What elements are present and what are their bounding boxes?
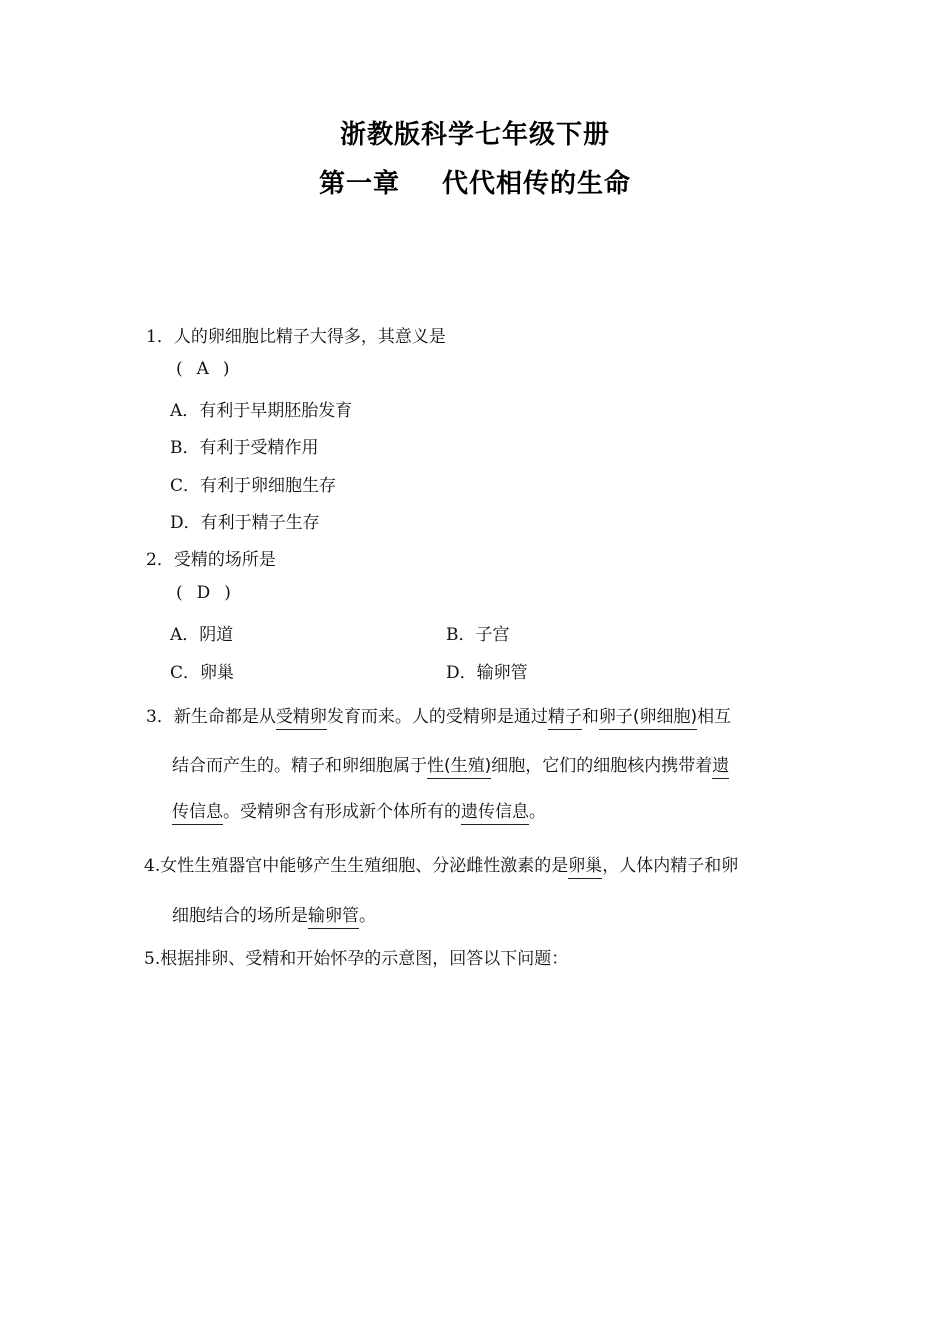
fill-answer: 精子 <box>548 707 582 730</box>
question-4-line-1 <box>144 851 738 876</box>
fill-answer: 遗传信息 <box>461 802 529 825</box>
question-3-line-2 <box>172 751 729 776</box>
question-1-option-b: B．有利于受精作用 <box>170 438 319 458</box>
fill-answer: 卵子(卵细胞) <box>599 707 697 730</box>
question-3-text: 。 <box>529 802 546 822</box>
question-1-option-d: D．有利于精子生存 <box>170 513 320 533</box>
question-4-text: 细胞结合的场所是 <box>172 906 308 926</box>
question-3-text: 细胞，它们的细胞核内携带着 <box>491 756 713 776</box>
question-3-text: 3．新生命都是从 <box>146 707 276 727</box>
question-2-option-c: C．卵巢 <box>170 663 235 683</box>
fill-answer: 传信息 <box>172 802 223 825</box>
question-5-stem: 5.根据排卵、受精和开始怀孕的示意图，回答以下问题： <box>144 949 569 969</box>
question-3-text: 和 <box>581 707 599 727</box>
question-1-answer-letter: A <box>196 359 209 379</box>
fill-answer: 卵巢 <box>568 856 602 879</box>
document-title: 浙教版科学七年级下册 <box>339 120 610 150</box>
question-4-line-2 <box>172 901 376 926</box>
question-3-text: 发育而来。人的受精卵是通过 <box>326 707 548 727</box>
chapter-number: 第一章 <box>318 169 400 199</box>
fill-answer: 性(生殖) <box>427 756 491 779</box>
question-2-answer-letter: D <box>196 583 211 603</box>
question-3-text: 。受精卵含有形成新个体所有的 <box>223 802 461 822</box>
question-2-option-a: A．阴道 <box>170 625 234 645</box>
question-1-option-c: C．有利于卵细胞生存 <box>170 476 337 496</box>
question-4-text: 4.女性生殖器官中能够产生生殖细胞、分泌雌性激素的是 <box>144 856 569 876</box>
question-2-option-d: D．输卵管 <box>446 663 528 683</box>
question-2-stem: 2．受精的场所是 <box>146 550 276 570</box>
fill-answer: 遗 <box>712 756 729 779</box>
question-2-answer: ( D ) <box>176 583 231 603</box>
chapter-name: 代代相传的生命 <box>442 169 632 199</box>
chapter-title <box>0 163 950 200</box>
fill-answer: 输卵管 <box>308 906 359 929</box>
fill-answer: 受精卵 <box>276 707 327 730</box>
question-1-answer: ( A ) <box>176 359 230 379</box>
question-3-line-1 <box>146 702 731 727</box>
question-1-stem: 1．人的卵细胞比精子大得多，其意义是 <box>146 327 446 347</box>
question-2-option-b: B．子宫 <box>446 625 510 645</box>
question-4-text: ，人体内精子和卵 <box>602 856 739 876</box>
question-3-text: 相互 <box>697 707 732 727</box>
question-4-text: 。 <box>359 906 376 926</box>
question-1-option-a: A．有利于早期胚胎发育 <box>170 401 353 421</box>
question-3-line-3 <box>172 797 546 822</box>
question-3-text: 结合而产生的。精子和卵细胞属于 <box>172 756 427 776</box>
